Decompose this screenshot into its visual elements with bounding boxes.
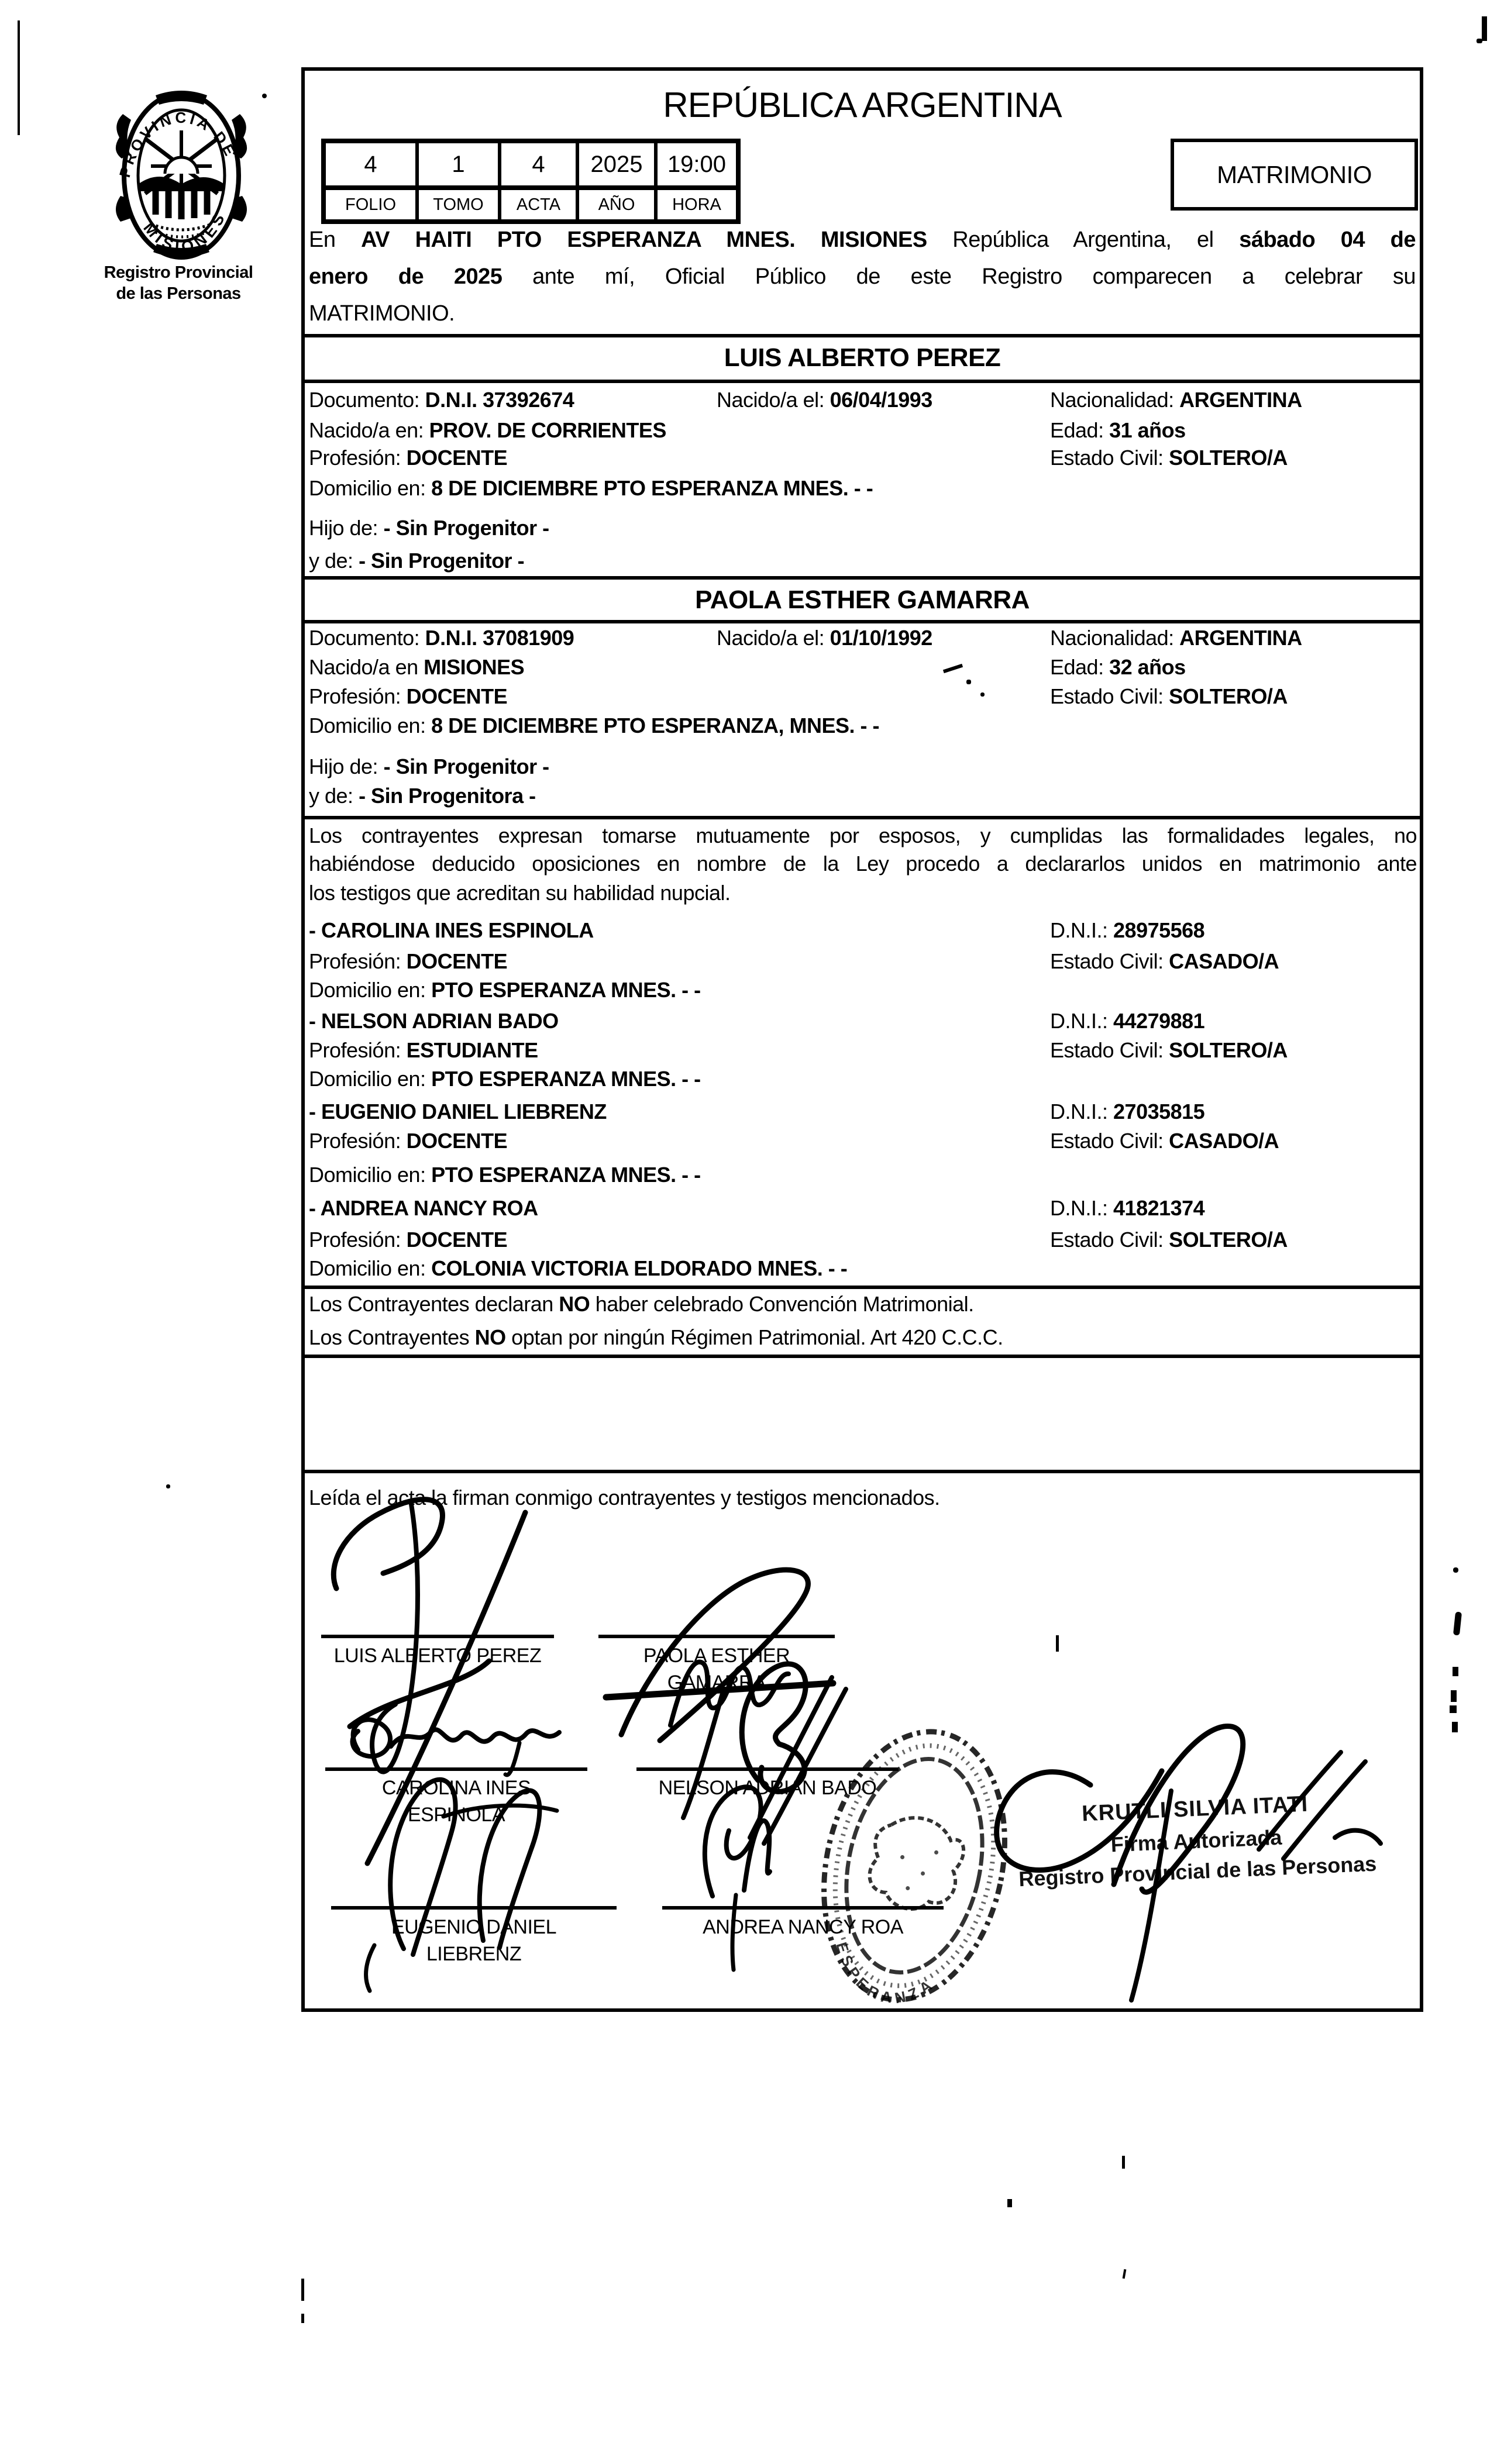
clause-regimen — [309, 1325, 1003, 1350]
field-value: 28975568 — [1113, 918, 1205, 942]
field-label: Estado Civil: — [1050, 1129, 1164, 1153]
field-value: SOLTERO/A — [1169, 684, 1288, 708]
field-label: Nacido/a el: — [717, 626, 825, 650]
field-value: 01/10/1992 — [830, 626, 932, 650]
field-value: - Sin Progenitor - — [359, 549, 525, 573]
caption-paola-1: PAOLA ESTHER — [643, 1645, 790, 1667]
scan-artifact — [18, 20, 20, 135]
tomo-value: 1 — [417, 142, 500, 188]
field-label: Documento: — [309, 388, 420, 412]
groom-nacido-el — [717, 387, 932, 412]
field-label: Nacido/a en — [309, 655, 418, 679]
caption-eugenio-2: LIEBRENZ — [426, 1943, 522, 1965]
intro-place: AV HAITI PTO ESPERANZA MNES. MISIONES — [361, 228, 927, 252]
field-value: 32 años — [1109, 655, 1186, 679]
field-label: Profesión: — [309, 1038, 401, 1062]
groom-nacido-en — [309, 418, 666, 443]
witness-4-estado — [1050, 1227, 1288, 1252]
signature-line-carolina — [325, 1767, 587, 1771]
field-label: Estado Civil: — [1050, 1228, 1164, 1252]
field-value: DOCENTE — [406, 684, 508, 708]
section-divider — [301, 816, 1423, 819]
acta-label: ACTA — [500, 188, 577, 221]
official-stamp-text — [993, 1788, 1400, 1893]
seal-arc-top-text: PROVINCIA DE — [115, 108, 240, 180]
groom-estado-civil — [1050, 445, 1288, 470]
witness-1-name: - CAROLINA INES ESPINOLA — [309, 918, 594, 942]
field-value: CASADO/A — [1169, 1129, 1279, 1153]
declaration-line-3: los testigos que acreditan su habilidad nupcial. — [309, 881, 731, 905]
bride-domicilio — [309, 713, 879, 738]
bride-nacido-en — [309, 654, 524, 680]
section-divider — [301, 1470, 1423, 1473]
field-label: Domicilio en: — [309, 476, 426, 500]
caption-carolina-1: CAROLINA INES — [381, 1777, 531, 1799]
field-label: Domicilio en: — [309, 1256, 426, 1280]
field-label: D.N.I.: — [1050, 1100, 1108, 1124]
field-label: Profesión: — [309, 446, 401, 470]
field-value: PTO ESPERANZA MNES. - - — [431, 1067, 701, 1091]
signature-line-paola — [598, 1635, 835, 1638]
field-value: - Sin Progenitora - — [359, 784, 536, 808]
field-value: CASADO/A — [1169, 949, 1279, 973]
scan-artifact — [1452, 1722, 1458, 1732]
witness-3-estado — [1050, 1128, 1279, 1153]
official-name: KRUTLI SILVIA ITATI — [1081, 1791, 1309, 1827]
field-label: Domicilio en: — [309, 714, 426, 738]
witness-1-profesion — [309, 949, 507, 974]
groom-hijo-de — [309, 515, 549, 540]
witness-3-name: - EUGENIO DANIEL LIEBRENZ — [309, 1100, 607, 1124]
intro-text: República Argentina, el — [927, 228, 1240, 252]
clause-text: Los Contrayentes — [309, 1325, 475, 1349]
field-label: Profesión: — [309, 1228, 401, 1252]
field-value: PTO ESPERANZA MNES. - - — [431, 1163, 701, 1187]
intro-line-2 — [309, 264, 1416, 290]
anio-label: AÑO — [577, 188, 656, 221]
groom-y-de — [309, 548, 524, 573]
field-value: COLONIA VICTORIA ELDORADO MNES. - - — [431, 1256, 848, 1280]
groom-edad — [1050, 418, 1186, 443]
field-label: Profesión: — [309, 684, 401, 708]
groom-documento — [309, 387, 574, 412]
scan-artifact — [1453, 1667, 1458, 1676]
signature-line-luis — [321, 1635, 554, 1638]
witness-4-domicilio — [309, 1256, 847, 1281]
declaration-line-1: Los contrayentes expresan tomarse mutuamente por esposos, y cumplidas las formalidades legales, no — [309, 823, 1417, 847]
field-label: D.N.I.: — [1050, 1196, 1108, 1220]
section-divider — [301, 576, 1423, 580]
tomo-label: TOMO — [417, 188, 500, 221]
document-title: REPÚBLICA ARGENTINA — [663, 85, 1062, 125]
intro-date-part2: enero de 2025 — [309, 264, 503, 289]
witness-2-dni — [1050, 1008, 1204, 1033]
clause-no: NO — [559, 1292, 590, 1316]
witness-2-estado — [1050, 1038, 1288, 1063]
hora-label: HORA — [656, 188, 738, 221]
field-value: D.N.I. 37081909 — [425, 626, 574, 650]
field-value: DOCENTE — [406, 446, 508, 470]
field-label: D.N.I.: — [1050, 1009, 1108, 1033]
provincia-misiones-seal — [99, 79, 263, 272]
field-value: 8 DE DICIEMBRE PTO ESPERANZA MNES. - - — [431, 476, 873, 500]
registry-reference-table — [321, 139, 741, 224]
field-label: Edad: — [1050, 655, 1104, 679]
field-value: D.N.I. 37392674 — [425, 388, 574, 412]
registry-office-caption-line1: Registro Provincial — [104, 263, 253, 282]
clause-no: NO — [474, 1325, 506, 1349]
caption-nelson: NELSON ADRIAN BADO — [658, 1777, 877, 1799]
field-value: DOCENTE — [406, 949, 508, 973]
caption-luis: LUIS ALBERTO PEREZ — [333, 1645, 542, 1667]
signature-line-andrea — [662, 1906, 944, 1910]
field-label: Domicilio en: — [309, 1067, 426, 1091]
intro-date-part1: sábado 04 de — [1239, 228, 1416, 252]
bride-y-de — [309, 783, 536, 808]
caption-paola-2: GAMARRA — [667, 1672, 766, 1694]
field-value: - Sin Progenitor - — [383, 516, 549, 540]
scan-artifact — [301, 2279, 304, 2301]
witness-3-domicilio — [309, 1162, 701, 1187]
official-office: Registro Provincial de las Personas — [1018, 1851, 1378, 1891]
signature-line-eugenio — [331, 1906, 617, 1910]
intro-line-1 — [309, 228, 1416, 253]
field-label: Domicilio en: — [309, 978, 426, 1002]
scan-artifact — [1007, 2199, 1012, 2207]
act-type-box: MATRIMONIO — [1171, 139, 1418, 211]
section-divider — [301, 620, 1423, 623]
signature-line-nelson — [636, 1767, 899, 1771]
witness-2-name: - NELSON ADRIAN BADO — [309, 1009, 559, 1033]
clause-convencion — [309, 1291, 974, 1317]
section-divider — [301, 1286, 1423, 1289]
field-value: SOLTERO/A — [1169, 446, 1288, 470]
scan-artifact — [1122, 2156, 1125, 2169]
witness-2-profesion — [309, 1038, 538, 1063]
field-label: Nacido/a en: — [309, 418, 424, 442]
field-value: SOLTERO/A — [1169, 1228, 1288, 1252]
section-divider — [301, 334, 1423, 337]
groom-domicilio — [309, 475, 873, 501]
field-value: DOCENTE — [406, 1129, 508, 1153]
witness-2-domicilio — [309, 1066, 701, 1091]
witness-3-dni — [1050, 1099, 1204, 1124]
field-value: SOLTERO/A — [1169, 1038, 1288, 1062]
witness-1-domicilio — [309, 977, 701, 1002]
scan-artifact — [1453, 1567, 1458, 1573]
field-value: DOCENTE — [406, 1228, 508, 1252]
field-value: PTO ESPERANZA MNES. - - — [431, 978, 701, 1002]
field-label: Estado Civil: — [1050, 1038, 1164, 1062]
bride-profesion — [309, 684, 507, 709]
hora-value: 19:00 — [656, 142, 738, 188]
field-value: 44279881 — [1113, 1009, 1205, 1033]
scan-artifact — [1482, 16, 1487, 41]
field-label: Profesión: — [309, 949, 401, 973]
official-role: Firma Autorizada — [1110, 1825, 1283, 1857]
groom-name-header: LUIS ALBERTO PEREZ — [724, 343, 1001, 372]
scan-artifact — [1453, 1612, 1462, 1636]
field-label: Domicilio en: — [309, 1163, 426, 1187]
section-divider — [301, 1355, 1423, 1358]
witness-1-dni — [1050, 918, 1204, 943]
seal-arc-bottom-text: MISIONES — [140, 208, 230, 257]
field-value: - Sin Progenitor - — [383, 754, 549, 778]
caption-eugenio-1: EUGENIO DANIEL — [391, 1916, 557, 1938]
registry-office-caption-line2: de las Personas — [116, 284, 241, 303]
field-value: ARGENTINA — [1179, 626, 1302, 650]
field-value: ARGENTINA — [1179, 388, 1302, 412]
field-label: Estado Civil: — [1050, 684, 1164, 708]
field-value: 8 DE DICIEMBRE PTO ESPERANZA, MNES. - - — [431, 714, 880, 738]
field-label: y de: — [309, 784, 353, 808]
witness-4-name: - ANDREA NANCY ROA — [309, 1196, 538, 1220]
field-value: 27035815 — [1113, 1100, 1205, 1124]
folio-value: 4 — [324, 142, 417, 188]
field-label: Hijo de: — [309, 516, 378, 540]
field-label: Hijo de: — [309, 754, 378, 778]
round-stamp-visible-text: ESPERANZA — [832, 1940, 939, 2007]
clause-text: Los Contrayentes declaran — [309, 1292, 559, 1316]
anio-value: 2025 — [577, 142, 656, 188]
groom-nacionalidad — [1050, 387, 1302, 412]
caption-andrea: ANDREA NANCY ROA — [703, 1916, 903, 1938]
bride-estado-civil — [1050, 684, 1288, 709]
witness-4-dni — [1050, 1195, 1204, 1221]
field-label: Estado Civil: — [1050, 446, 1164, 470]
field-label: Documento: — [309, 626, 420, 650]
intro-text: ante mí, Oficial Público de este Registro comparecen a celebrar su — [502, 264, 1416, 289]
bride-nacionalidad — [1050, 625, 1302, 650]
declaration-line-2: habiéndose deducido oposiciones en nombre de la Ley procedo a declararlos unidos en matrimonio ante — [309, 852, 1417, 876]
acta-value: 4 — [500, 142, 577, 188]
scan-artifact — [1477, 39, 1482, 43]
scan-artifact — [1123, 2269, 1127, 2279]
registry-office-caption — [88, 262, 269, 304]
clause-text: haber celebrado Convención Matrimonial. — [590, 1292, 974, 1316]
witness-4-profesion — [309, 1227, 507, 1252]
field-value: 41821374 — [1113, 1196, 1205, 1220]
field-label: Nacionalidad: — [1050, 626, 1174, 650]
field-label: D.N.I.: — [1050, 918, 1108, 942]
scan-artifact — [1451, 1690, 1457, 1702]
bride-name-header: PAOLA ESTHER GAMARRA — [695, 585, 1030, 614]
section-divider — [301, 380, 1423, 383]
field-label: Nacido/a el: — [717, 388, 825, 412]
bride-nacido-el — [717, 625, 932, 650]
caption-carolina-2: ESPINOLA — [407, 1804, 505, 1826]
field-label: Nacionalidad: — [1050, 388, 1174, 412]
field-label: y de: — [309, 549, 353, 573]
witness-3-profesion — [309, 1128, 507, 1153]
field-value: 06/04/1993 — [830, 388, 932, 412]
bride-documento — [309, 625, 574, 650]
bride-hijo-de — [309, 754, 549, 779]
witness-1-estado — [1050, 949, 1279, 974]
folio-label: FOLIO — [324, 188, 417, 221]
field-label: Edad: — [1050, 418, 1104, 442]
intro-line-3: MATRIMONIO. — [309, 301, 455, 326]
groom-profesion — [309, 445, 507, 470]
intro-text: En — [309, 228, 362, 252]
clause-text: optan por ningún Régimen Patrimonial. Art 420 C.C.C. — [505, 1325, 1003, 1349]
bride-edad — [1050, 654, 1186, 680]
field-label: Profesión: — [309, 1129, 401, 1153]
field-value: ESTUDIANTE — [406, 1038, 538, 1062]
field-label: Estado Civil: — [1050, 949, 1164, 973]
field-value: 31 años — [1109, 418, 1186, 442]
scan-artifact — [166, 1484, 170, 1488]
scan-artifact — [1450, 1705, 1457, 1713]
field-value: PROV. DE CORRIENTES — [429, 418, 666, 442]
scan-artifact — [301, 2314, 304, 2323]
field-value: MISIONES — [424, 655, 525, 679]
closing-statement: Leída el acta la firman conmigo contrayentes y testigos mencionados. — [309, 1486, 940, 1510]
